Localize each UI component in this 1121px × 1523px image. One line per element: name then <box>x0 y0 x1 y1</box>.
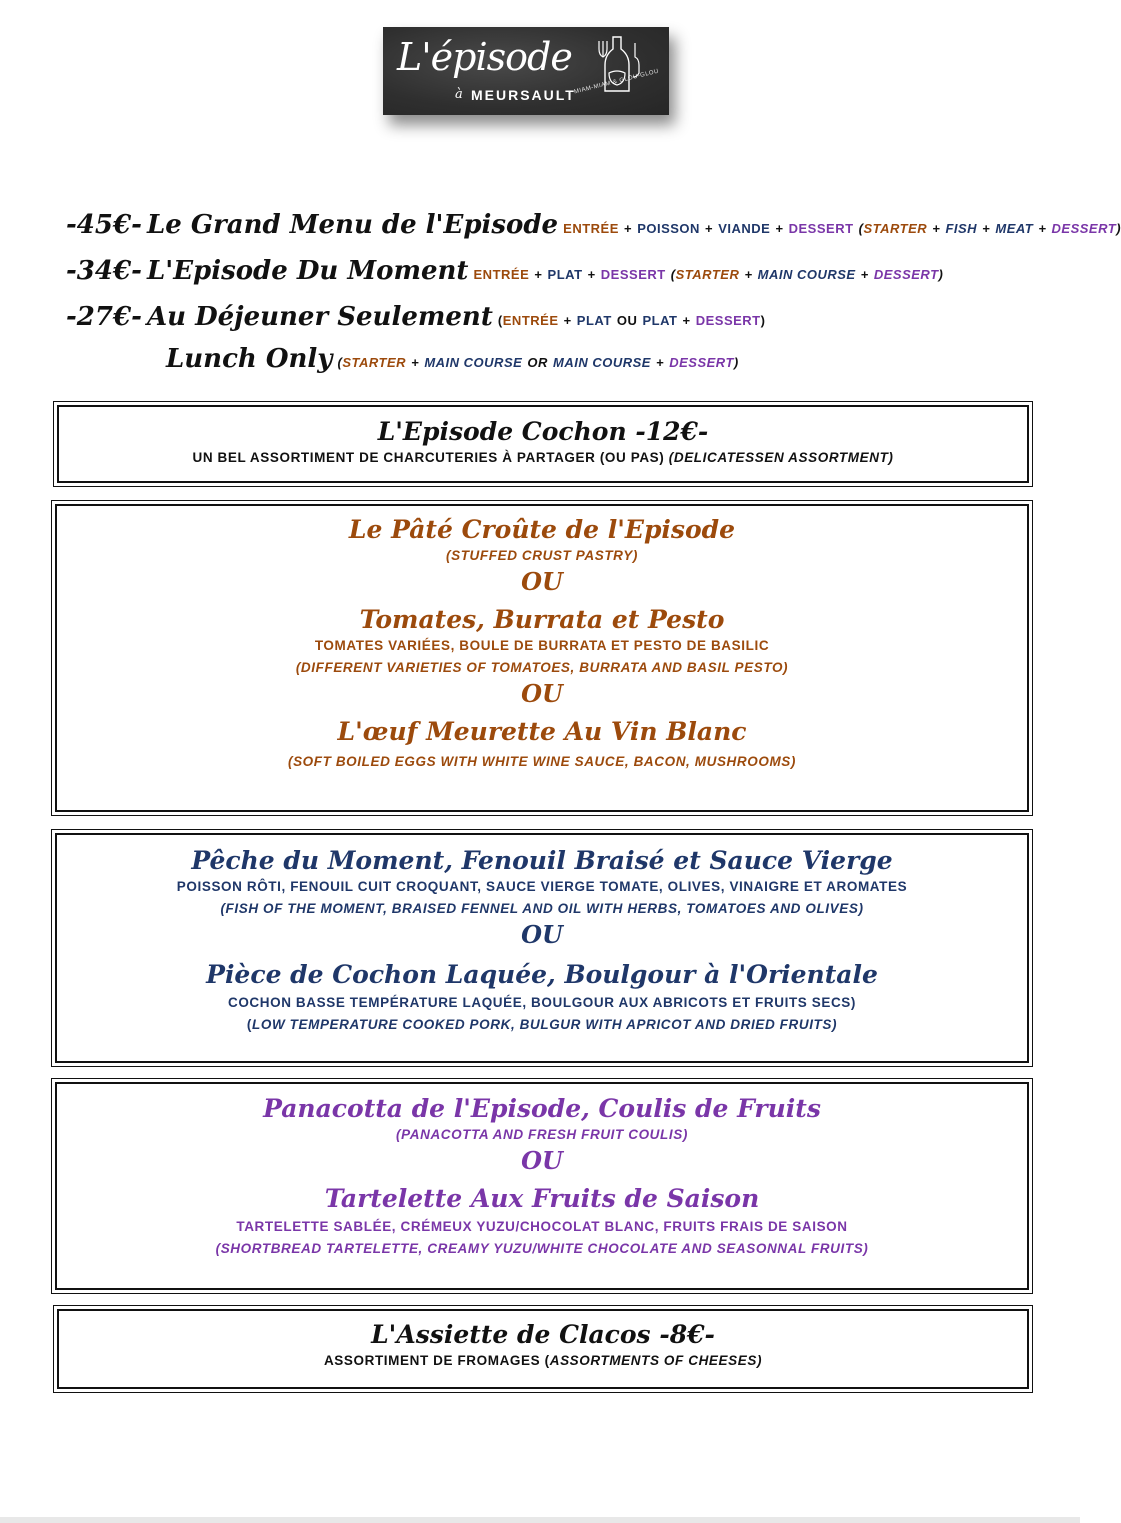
menu-line-45 <box>66 210 1121 240</box>
plus-sign: + <box>411 355 420 370</box>
course-dessert-en: DESSERT <box>669 355 734 370</box>
restaurant-logo <box>383 27 669 115</box>
cheese-title: L'Assiette de Clacos -8€- <box>371 1320 715 1349</box>
starter-dish-pate-en: (STUFFED CRUST PASTRY) <box>446 548 638 563</box>
paren: ( <box>337 355 343 370</box>
plus-sign: + <box>682 313 691 328</box>
cochon-desc-en: (DELICATESSEN ASSORTMENT) <box>668 450 894 465</box>
word-or: OR <box>527 355 548 370</box>
plus-sign: + <box>656 355 665 370</box>
paren: ( <box>246 1017 253 1032</box>
main-dish-cochon-en: LOW TEMPERATURE COOKED PORK, BULGUR WITH APRICOT AND DRIED FRUITS) <box>252 1017 838 1032</box>
starter-dish-oeuf-en: (SOFT BOILED EGGS WITH WHITE WINE SAUCE, BACON, MUSHROOMS) <box>287 754 797 769</box>
dessert-dish-tartelette: Tartelette Aux Fruits de Saison <box>324 1184 760 1213</box>
course-entree: ENTRÉE <box>473 267 530 282</box>
paren: ) <box>938 267 944 282</box>
plus-sign: + <box>624 221 633 236</box>
plus-sign: + <box>705 221 714 236</box>
cochon-desc <box>59 447 1027 469</box>
main-dish-cochon: Pièce de Cochon Laquée, Boulgour à l'Orientale <box>206 960 878 989</box>
ou-separator: OU <box>521 679 563 708</box>
paren: ) <box>1116 221 1121 236</box>
paren: ) <box>733 355 739 370</box>
course-plat: PLAT <box>642 313 678 328</box>
course-entree: ENTRÉE <box>563 221 619 236</box>
course-dessert-en: DESSERT <box>1051 221 1117 236</box>
starter-dish-oeuf: L'œuf Meurette Au Vin Blanc <box>337 717 747 746</box>
paren: ( <box>497 313 503 328</box>
starters-box <box>55 504 1029 812</box>
plus-sign: + <box>1038 221 1047 236</box>
desserts-box <box>55 1082 1029 1290</box>
cochon-box <box>57 405 1029 483</box>
menu-line-lunch <box>166 344 739 374</box>
cheese-box <box>57 1309 1029 1389</box>
main-dish-peche-en: (FISH OF THE MOMENT, BRAISED FENNEL AND OIL WITH HERBS, TOMATOES AND OLIVES) <box>220 901 864 916</box>
logo-tagline: MIAM-MIAM & GLOU-GLOU <box>573 68 660 96</box>
course-plat: PLAT <box>576 313 612 328</box>
menu-price: -27€- <box>66 302 142 332</box>
course-dessert-en: DESSERT <box>873 267 939 282</box>
menu-title: L'Episode Du Moment <box>146 256 469 286</box>
plus-sign: + <box>744 267 753 282</box>
starter-dish-pate: Le Pâté Croûte de l'Episode <box>348 515 736 544</box>
course-meat: MEAT <box>995 221 1034 236</box>
course-main: MAIN COURSE <box>424 355 523 370</box>
plus-sign: + <box>982 221 991 236</box>
dessert-dish-tartelette-desc: TARTELETTE SABLÉE, CRÉMEUX YUZU/CHOCOLAT BLANC, FRUITS FRAIS DE SAISON <box>236 1219 848 1234</box>
course-viande: VIANDE <box>718 221 771 236</box>
paren: ( <box>544 1353 550 1368</box>
menu-price: -34€- <box>66 256 142 286</box>
plus-sign: + <box>932 221 941 236</box>
course-entree: ENTRÉE <box>502 313 559 328</box>
course-dessert: DESSERT <box>788 221 854 236</box>
ou-separator: OU <box>521 567 563 596</box>
lunch-only-title: Lunch Only <box>166 344 333 374</box>
menu-line-27 <box>66 302 765 332</box>
menu-line-34 <box>66 256 943 286</box>
course-starter: STARTER <box>675 267 740 282</box>
course-starter: STARTER <box>863 221 928 236</box>
menu-price: -45€- <box>66 210 142 240</box>
main-dish-cochon-en-line <box>57 1014 1027 1036</box>
dessert-dish-tartelette-en: (SHORTBREAD TARTELETTE, CREAMY YUZU/WHITE CHOCOLATE AND SEASONNAL FRUITS) <box>215 1241 869 1256</box>
course-fish: FISH <box>945 221 978 236</box>
logo-place: MEURSAULT <box>471 87 576 103</box>
ou-separator: OU <box>521 1146 563 1175</box>
ou-separator: OU <box>521 920 563 949</box>
page-bottom-edge <box>0 1517 1080 1523</box>
plus-sign: + <box>860 267 869 282</box>
course-main: MAIN COURSE <box>757 267 856 282</box>
course-dessert: DESSERT <box>600 267 666 282</box>
menu-title: Le Grand Menu de l'Episode <box>146 210 559 240</box>
cheese-desc-fr: ASSORTIMENT DE FROMAGES <box>323 1353 541 1368</box>
cheese-desc <box>59 1350 1027 1372</box>
course-poisson: POISSON <box>637 221 700 236</box>
main-dish-peche: Pêche du Moment, Fenouil Braisé et Sauce Vierge <box>191 846 893 875</box>
cheese-desc-en: ASSORTMENTS OF CHEESES) <box>549 1353 763 1368</box>
paren: ) <box>760 313 766 328</box>
cochon-title: L'Episode Cochon -12€- <box>377 417 709 446</box>
course-dessert: DESSERT <box>695 313 761 328</box>
word-ou: OU <box>616 313 638 328</box>
menu-title: Au Déjeuner Seulement <box>146 302 493 332</box>
plus-sign: + <box>534 267 543 282</box>
main-dish-peche-desc: POISSON RÔTI, FENOUIL CUIT CROQUANT, SAUCE VIERGE TOMATE, OLIVES, VINAIGRE ET AROMATES <box>176 879 908 894</box>
course-main: MAIN COURSE <box>552 355 651 370</box>
starter-dish-tomates-en: (DIFFERENT VARIETIES OF TOMATOES, BURRATA AND BASIL PESTO) <box>295 660 789 675</box>
dessert-dish-panacotta-en: (PANACOTTA AND FRESH FRUIT COULIS) <box>396 1127 688 1142</box>
paren: ( <box>670 267 676 282</box>
plus-sign: + <box>775 221 784 236</box>
paren: ( <box>858 221 864 236</box>
course-starter: STARTER <box>342 355 407 370</box>
logo-name: L'épisode <box>397 35 572 79</box>
course-plat: PLAT <box>547 267 583 282</box>
main-dish-cochon-desc: COCHON BASSE TEMPÉRATURE LAQUÉE, BOULGOUR AUX ABRICOTS ET FRUITS SECS) <box>227 995 857 1010</box>
starter-dish-tomates-desc: TOMATES VARIÉES, BOULE DE BURRATA ET PESTO DE BASILIC <box>314 638 770 653</box>
plus-sign: + <box>563 313 572 328</box>
plus-sign: + <box>587 267 596 282</box>
dessert-dish-panacotta: Panacotta de l'Episode, Coulis de Fruits <box>263 1094 821 1123</box>
cochon-desc-fr: UN BEL ASSORTIMENT DE CHARCUTERIES À PARTAGER (OU PAS) <box>192 450 665 465</box>
mains-box <box>55 833 1029 1063</box>
logo-a: à <box>455 87 463 102</box>
starter-dish-tomates: Tomates, Burrata et Pesto <box>359 605 725 634</box>
